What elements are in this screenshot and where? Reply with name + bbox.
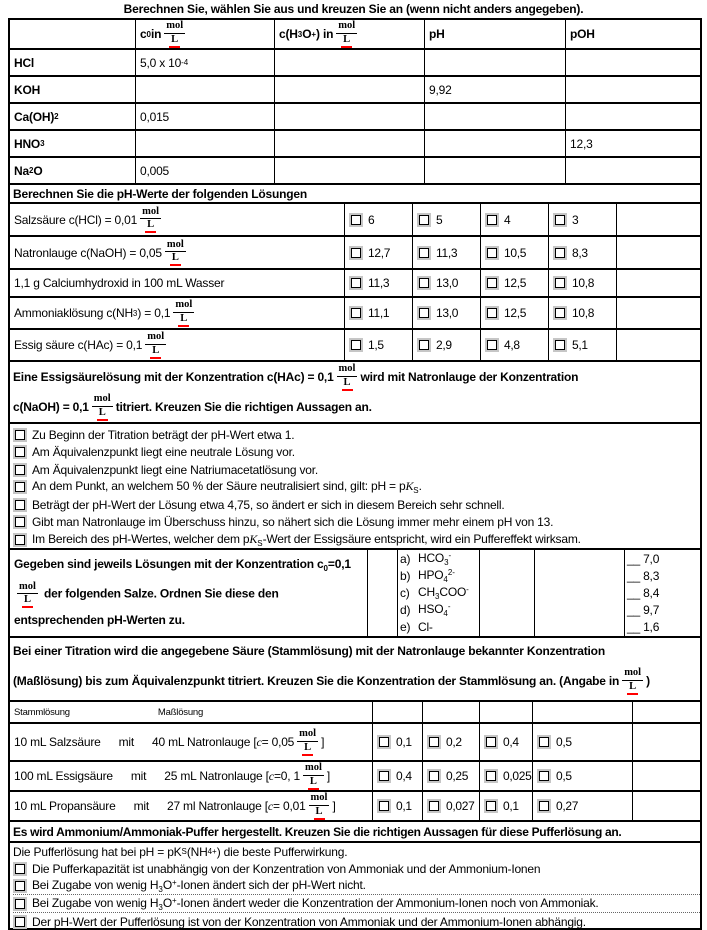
salt-item	[400, 551, 451, 568]
option-value: 4	[504, 212, 511, 227]
conc-option[interactable]	[479, 760, 532, 790]
worksheet	[8, 18, 702, 930]
conc-option[interactable]	[372, 790, 422, 820]
na2o-poh-cell[interactable]	[565, 156, 700, 183]
intro-line-2: (Maßlösung) bis zum Äquivalenzpunkt titriert. Kreuzen Sie die Konzentration der Stammlösung an. (Angabe in $\frac{\text{mol}}{L}$ )	[13, 662, 696, 700]
checkbox-icon[interactable]	[427, 799, 441, 813]
salt-item	[400, 568, 455, 585]
na2o-h3o-cell[interactable]	[274, 156, 424, 183]
mol-per-l-fraction: $\frac{\text{mol}}{L}$	[303, 762, 324, 789]
option-value: 0,027	[446, 799, 475, 813]
stock-table-header-cell	[10, 702, 372, 722]
checkbox-icon[interactable]	[417, 306, 431, 320]
checkbox-icon[interactable]	[13, 862, 27, 876]
empty-cell	[372, 702, 422, 722]
ph-option[interactable]	[344, 235, 412, 268]
mol-per-l-fraction: $\frac{\text{mol}}{L}$	[309, 792, 330, 819]
checkbox-icon[interactable]	[427, 735, 441, 749]
option-value: 11,3	[368, 276, 390, 290]
salt-item	[400, 618, 433, 635]
statement-row[interactable]	[13, 895, 700, 913]
formula-na2o: Na 2 O	[10, 156, 135, 183]
ph-option[interactable]	[548, 328, 616, 360]
ph-option[interactable]	[412, 296, 480, 328]
ph-row-label: 1,1 g Calciumhydroxid in 100 mL Wasser	[10, 268, 344, 296]
checkbox-icon[interactable]	[484, 735, 498, 749]
empty-cell	[479, 702, 532, 722]
option-value: 0,4	[396, 769, 412, 783]
option-value: 0,025	[503, 769, 532, 783]
empty-cell	[616, 268, 700, 296]
ph-option[interactable]	[412, 268, 480, 296]
mol-per-l-fraction: $\frac{\text{mol}}{L}$	[297, 728, 318, 755]
statement-text: Beträgt der pH-Wert der Lösung etwa 4,75, so ändert er sich in diesem Bereich sehr schnell.	[32, 497, 505, 512]
option-value: 10,5	[504, 245, 527, 260]
na2o-ph-cell[interactable]	[424, 156, 565, 183]
statement-row[interactable]	[13, 514, 700, 532]
statement-row[interactable]	[13, 531, 700, 549]
col-header-h3o: c(H 3 O + ) in $\frac{\text{mol}}{L}$	[274, 20, 424, 48]
option-value: 4,8	[504, 338, 520, 352]
salt-item	[400, 585, 469, 602]
checkbox-icon[interactable]	[417, 338, 431, 352]
checkbox-icon[interactable]	[537, 735, 551, 749]
option-value: 2,9	[436, 338, 452, 352]
mol-per-l-fraction: $\frac{\text{mol}}{L}$	[337, 363, 358, 390]
conc-option[interactable]	[422, 760, 479, 790]
ph-option[interactable]	[412, 204, 480, 235]
option-value: 12,5	[504, 306, 527, 320]
buffer-section-header: Es wird Ammonium/Ammoniak-Puffer hergestellt. Kreuzen Sie die richtigen Aussagen für diese Pufferlösung an.	[10, 820, 700, 841]
col-header-c0: c 0 in $\frac{\text{mol}}{L}$	[135, 20, 274, 48]
ph-option[interactable]	[344, 268, 412, 296]
empty-cell	[632, 760, 700, 790]
statement-row[interactable]	[13, 496, 700, 514]
caoh2-ph-cell[interactable]	[424, 102, 565, 129]
ph-option[interactable]	[548, 204, 616, 235]
option-value: 6	[368, 212, 375, 227]
conc-option[interactable]	[372, 722, 422, 760]
ph-option[interactable]	[480, 268, 548, 296]
checkbox-icon[interactable]	[484, 769, 498, 783]
checkbox-icon[interactable]	[13, 498, 27, 512]
checkbox-icon[interactable]	[13, 915, 27, 929]
ph-row-label: Ammoniaklösung c(NH 3 ) = 0,1 $\frac{\text{mol}}{L}$	[10, 296, 344, 328]
salts-matching-table	[10, 548, 700, 636]
koh-ph-value[interactable]: 9,92	[424, 75, 565, 102]
formula-koh: KOH	[10, 75, 135, 102]
empty-cell	[616, 328, 700, 360]
option-value: 0,5	[556, 735, 572, 749]
empty-cell	[632, 702, 700, 722]
mol-per-l-fraction: $\frac{\text{mol}}{L}$	[140, 206, 161, 233]
ph-option[interactable]	[344, 296, 412, 328]
salt-item-label: d)	[400, 602, 411, 617]
stock-row-label: 100 mL Essigsäure mit 25 mL Natronlauge [ c =0, 1 $\frac{\text{mol}}{L}$ ]	[10, 760, 372, 790]
koh-c0-cell[interactable]	[135, 75, 274, 102]
option-value: 1,5	[368, 338, 384, 352]
col-header-ph: pH	[424, 20, 565, 48]
checkbox-icon[interactable]	[537, 769, 551, 783]
option-value: 8,3	[572, 245, 588, 260]
salt-item-label: c)	[400, 585, 410, 600]
koh-poh-cell[interactable]	[565, 75, 700, 102]
checkbox-icon[interactable]	[349, 338, 363, 352]
option-value: 0,1	[396, 799, 412, 813]
checkbox-icon[interactable]	[553, 213, 567, 227]
statement-row[interactable]	[13, 877, 700, 895]
statement-text: Am Äquivalenzpunkt liegt eine Natriumacetatlösung vor.	[32, 462, 319, 477]
buffer-statements	[10, 841, 700, 928]
stock-titration-table	[10, 700, 700, 820]
checkbox-icon[interactable]	[485, 338, 499, 352]
checkbox-icon[interactable]	[417, 276, 431, 290]
salts-intro-cell	[10, 550, 367, 636]
checkbox-icon[interactable]	[485, 306, 499, 320]
caoh2-poh-cell[interactable]	[565, 102, 700, 129]
ph-option[interactable]	[480, 296, 548, 328]
checkbox-icon[interactable]	[377, 769, 391, 783]
statement-text: Der pH-Wert der Pufferlösung ist von der Konzentration von Ammoniak und der Ammonium-Ionen abhängig.	[32, 914, 586, 929]
ph-blank[interactable]: __ 7,0	[627, 552, 660, 567]
caoh2-h3o-cell[interactable]	[274, 102, 424, 129]
conc-option[interactable]	[479, 722, 532, 760]
checkbox-icon[interactable]	[13, 445, 27, 459]
caoh2-c0-value[interactable]: 0,015	[135, 102, 274, 129]
checkbox-icon[interactable]	[13, 480, 27, 494]
conc-option[interactable]	[372, 760, 422, 790]
checkbox-icon[interactable]	[553, 338, 567, 352]
mol-per-l-fraction: $\frac{\text{mol}}{L}$	[92, 393, 113, 420]
acetic-titration-intro	[10, 360, 700, 422]
option-value: 0,27	[556, 799, 579, 813]
na2o-c0-value[interactable]: 0,005	[135, 156, 274, 183]
ph-option[interactable]	[344, 328, 412, 360]
statement-row[interactable]	[13, 444, 700, 462]
hcl-c0-value[interactable]: 5,0 x 10 -4	[135, 48, 274, 75]
option-value: 0,4	[503, 735, 519, 749]
col-header-poh: pOH	[565, 20, 700, 48]
conc-option[interactable]	[422, 722, 479, 760]
mol-per-l-fraction: $\frac{\text{mol}}{L}$	[173, 299, 194, 326]
statement-row[interactable]	[13, 426, 700, 444]
stock-row-label: 10 mL Salzsäure mit 40 mL Natronlauge [ c = 0,05 $\frac{\text{mol}}{L}$ ]	[10, 722, 372, 760]
checkbox-icon[interactable]	[553, 306, 567, 320]
statement-text: Zu Beginn der Titration beträgt der pH-Wert etwa 1.	[32, 427, 295, 442]
hno3-h3o-cell[interactable]	[274, 129, 424, 156]
empty-cell	[616, 235, 700, 268]
option-value: 5,1	[572, 338, 588, 352]
option-value: 11,1	[368, 306, 390, 320]
ph-blank[interactable]: __ 1,6	[627, 619, 660, 634]
ph-option[interactable]	[480, 204, 548, 235]
empty-cell	[632, 790, 700, 820]
stock-row-label: 10 mL Propansäure mit 27 ml Natronlauge [ c = 0,01 $\frac{\text{mol}}{L}$ ]	[10, 790, 372, 820]
ph-option[interactable]	[412, 235, 480, 268]
statement-text: Die Pufferkapazität ist unabhängig von der Konzentration von Ammoniak und der Ammonium-Ionen	[32, 861, 541, 876]
conc-option[interactable]	[422, 790, 479, 820]
checkbox-icon[interactable]	[485, 276, 499, 290]
page-title: Berechnen Sie, wählen Sie aus und kreuzen Sie an (wenn nicht anders angegeben).	[123, 2, 584, 16]
option-value: 0,1	[503, 799, 519, 813]
checkbox-icon[interactable]	[13, 879, 27, 893]
ph-option[interactable]	[480, 328, 548, 360]
conc-option[interactable]	[479, 790, 532, 820]
salt-item-formula: $HPO_4^{2-}$	[418, 568, 455, 585]
empty-cell	[479, 550, 534, 636]
checkbox-icon[interactable]	[13, 428, 27, 442]
mol-per-l-fraction: $\frac{\text{mol}}{L}$	[17, 581, 38, 608]
acid-base-table	[10, 20, 700, 183]
checkbox-icon[interactable]	[377, 799, 391, 813]
checkbox-icon[interactable]	[553, 276, 567, 290]
salt-item-formula: $HCO_3^-$	[418, 551, 452, 568]
ph-section-header: Berechnen Sie die pH-Werte der folgenden Lösungen	[10, 183, 700, 202]
hno3-c0-cell[interactable]	[135, 129, 274, 156]
checkbox-icon[interactable]	[537, 799, 551, 813]
empty-cell	[10, 20, 135, 48]
intro-line-2: c(NaOH) = 0,1 $\frac{\text{mol}}{L}$ titriert. Kreuzen Sie die richtigen Aussagen an.	[13, 392, 700, 422]
empty-cell	[532, 702, 632, 722]
mol-per-l-fraction: $\frac{\text{mol}}{L}$	[165, 239, 186, 266]
checkbox-icon[interactable]	[485, 213, 499, 227]
option-value: 0,5	[556, 769, 572, 783]
acetic-titration-statements	[10, 422, 700, 548]
salt-item-label: e)	[400, 619, 411, 634]
conc-option[interactable]	[532, 722, 632, 760]
option-value: 3	[572, 212, 579, 227]
checkbox-icon[interactable]	[13, 533, 27, 547]
ph-option[interactable]	[548, 268, 616, 296]
formula-hcl: HCl	[10, 48, 135, 75]
option-value: 11,3	[436, 245, 458, 260]
mol-per-l-fraction: $\frac{\text{mol}}{L}$	[164, 20, 185, 47]
checkbox-icon[interactable]	[349, 246, 363, 260]
checkbox-icon[interactable]	[484, 799, 498, 813]
option-value: 5	[436, 212, 443, 227]
koh-h3o-cell[interactable]	[274, 75, 424, 102]
ph-option[interactable]	[548, 235, 616, 268]
intro-line-1: Eine Essigsäurelösung mit der Konzentration c(HAc) = 0,1 $\frac{\text{mol}}{L}$ wird mit Natronlauge der Konzentration	[13, 362, 700, 392]
statement-row[interactable]	[13, 913, 700, 930]
col-header-standard: Maßlösung	[157, 706, 204, 718]
salt-item-label: a)	[400, 552, 411, 567]
intro-line-1: Bei einer Titration wird die angegebene Säure (Stammlösung) mit der Natronlauge bekannter Konzentration	[13, 644, 605, 658]
empty-cell	[367, 550, 397, 636]
empty-cell	[616, 204, 700, 235]
salt-item-formula: $CH_3COO^-$	[418, 584, 469, 601]
checkbox-icon[interactable]	[13, 515, 27, 529]
option-value: 0,2	[446, 735, 462, 749]
ph-blank[interactable]: __ 8,3	[627, 569, 660, 584]
option-value: 0,1	[396, 735, 412, 749]
ph-option[interactable]	[344, 204, 412, 235]
statement-text: Am Äquivalenzpunkt liegt eine neutrale Lösung vor.	[32, 445, 295, 460]
option-value: 12,7	[368, 245, 391, 260]
checkbox-icon[interactable]	[13, 897, 27, 911]
statement-text: Im Bereich des pH-Wertes, welcher dem $pK_S$-Wert der Essigsäure entspricht, wird ein Puffereffekt wirksam.	[32, 531, 581, 548]
option-value: 0,25	[446, 769, 469, 783]
ph-choice-table	[10, 202, 700, 360]
conc-option[interactable]	[532, 760, 632, 790]
formula-hno3: HNO 3	[10, 129, 135, 156]
hno3-ph-cell[interactable]	[424, 129, 565, 156]
mol-per-l-fraction: $\frac{\text{mol}}{L}$	[145, 331, 166, 358]
checkbox-icon[interactable]	[13, 463, 27, 477]
checkbox-icon[interactable]	[417, 246, 431, 260]
mol-per-l-fraction: $\frac{\text{mol}}{L}$	[336, 20, 357, 47]
statement-row[interactable]	[13, 479, 700, 497]
salt-item-formula: Cl-	[418, 619, 433, 634]
hno3-poh-value[interactable]: 12,3	[565, 129, 700, 156]
ph-value-blanks	[624, 550, 700, 636]
buffer-lead: Die Pufferlösung hat bei pH = pK S (NH 4 + ) die beste Pufferwirkung.	[13, 844, 348, 859]
statement-text: Bei Zugabe von wenig $H_3O^+$-Ionen ändert sich der pH-Wert nicht.	[32, 877, 366, 894]
ph-option[interactable]	[412, 328, 480, 360]
formula-caoh2: Ca(OH) 2	[10, 102, 135, 129]
ph-row-label: Natronlauge c(NaOH) = 0,05 $\frac{\text{mol}}{L}$	[10, 235, 344, 268]
salts-intro-text: Gegeben sind jeweils Lösungen mit der Konzentration $c_0=0,1$ $\frac{\text{mol}}{L}$ der folgenden Salze. Ordnen Sie diese den entsprechenden pH-Werten zu.	[14, 557, 351, 628]
stock-titration-intro	[10, 636, 700, 700]
option-value: 10,8	[572, 306, 595, 320]
statement-text: Gibt man Natronlauge im Überschuss hinzu, so nähert sich die Lösung immer mehr einem pH von 13.	[32, 515, 554, 530]
col-header-stock: Stammlösung	[14, 706, 70, 718]
mol-per-l-fraction: $\frac{\text{mol}}{L}$	[622, 667, 643, 694]
statement-row[interactable]	[13, 860, 700, 877]
option-value: 10,8	[572, 276, 595, 290]
hcl-ph-cell[interactable]	[424, 48, 565, 75]
checkbox-icon[interactable]	[349, 213, 363, 227]
ph-option[interactable]	[480, 235, 548, 268]
checkbox-icon[interactable]	[349, 276, 363, 290]
checkbox-icon[interactable]	[553, 246, 567, 260]
ph-option[interactable]	[548, 296, 616, 328]
empty-cell	[616, 296, 700, 328]
checkbox-icon[interactable]	[349, 306, 363, 320]
salt-formula-list	[397, 550, 479, 636]
ph-row-label: Essig säure c(HAc) = 0,1 $\frac{\text{mol}}{L}$	[10, 328, 344, 360]
conc-option[interactable]	[532, 790, 632, 820]
checkbox-icon[interactable]	[427, 769, 441, 783]
salt-item-label: b)	[400, 569, 411, 584]
option-value: 13,0	[436, 306, 459, 320]
statement-text: Bei Zugabe von wenig $H_3O^+$-Ionen ändert weder die Konzentration der Ammonium-Ionen noch von Ammoniak.	[32, 895, 599, 912]
ph-row-label: Salzsäure c(HCl) = 0,01 $\frac{\text{mol}}{L}$	[10, 204, 344, 235]
empty-cell	[534, 550, 624, 636]
salt-item-formula: $HSO_4^-$	[418, 601, 451, 618]
statement-text: An dem Punkt, an welchem 50 % der Säure neutralisiert sind, gilt: pH = $pK_S$.	[32, 479, 422, 496]
hcl-poh-cell[interactable]	[565, 48, 700, 75]
empty-cell	[632, 722, 700, 760]
ph-blank[interactable]: __ 8,4	[627, 585, 660, 600]
empty-cell	[422, 702, 479, 722]
ph-blank[interactable]: __ 9,7	[627, 602, 660, 617]
hcl-h3o-cell[interactable]	[274, 48, 424, 75]
salt-item	[400, 601, 451, 618]
option-value: 13,0	[436, 276, 459, 290]
checkbox-icon[interactable]	[417, 213, 431, 227]
statement-row[interactable]	[13, 461, 700, 479]
checkbox-icon[interactable]	[377, 735, 391, 749]
option-value: 12,5	[504, 276, 527, 290]
checkbox-icon[interactable]	[485, 246, 499, 260]
